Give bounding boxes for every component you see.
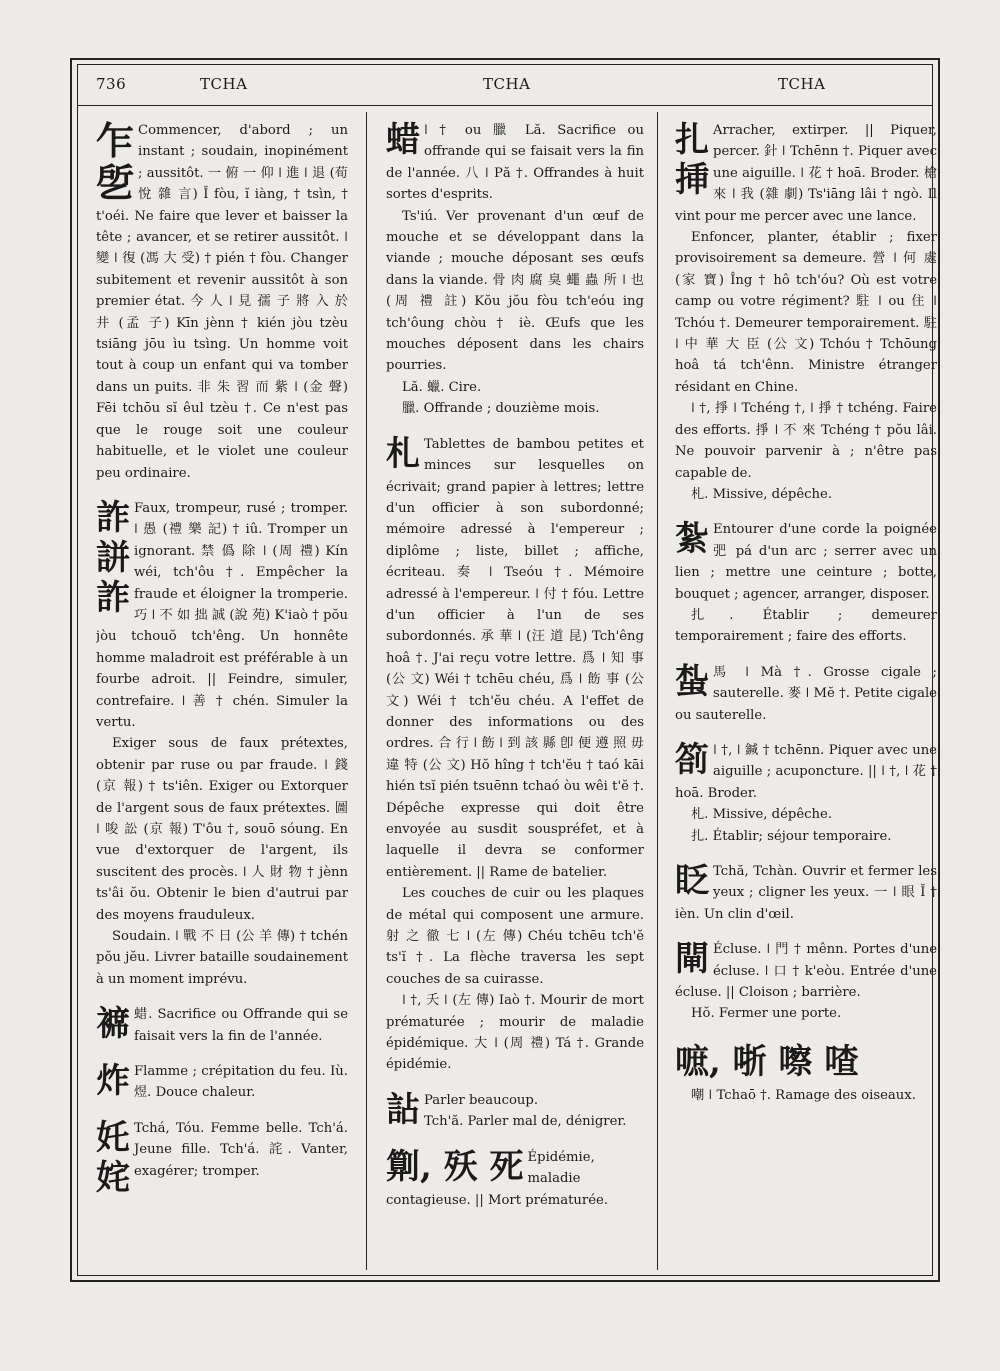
headword: 詐 誁 詐	[96, 497, 130, 618]
definition: ǀ †, 掙 ǀ Tchéng †, ǀ 掙 † tchéng. Faire des efforts. 掙 ǀ 不 來 Tchéng † pŏu lâi. Ne pouvoir parvenir à ; n'être pas capable de.	[675, 401, 937, 481]
definition: 臘. Offrande ; douzième mois.	[402, 401, 600, 417]
headword: 閘	[675, 939, 709, 980]
definition: Tch'ă. Parler mal de, dénigrer.	[424, 1114, 627, 1130]
headword: 紮	[675, 519, 709, 560]
entry	[675, 861, 937, 925]
entry	[96, 120, 348, 484]
definition: Soudain. ǀ 戰 不 日 (公 羊 傳) † tchén pŏu jĕu. Livrer bataille soudainement à un moment imprévu.	[96, 929, 348, 987]
running-head-center: TCHA	[483, 75, 531, 93]
entry	[386, 1090, 644, 1133]
headword: 奼 姹	[96, 1117, 130, 1198]
definition: Hŏ. Fermer une porte.	[691, 1006, 842, 1022]
entry	[96, 1061, 348, 1104]
entry	[386, 434, 644, 1076]
entry	[675, 120, 937, 505]
column-right	[675, 120, 937, 1270]
definition: 扎. Établir ; demeurer temporairement ; faire des efforts.	[675, 607, 937, 645]
headword: 詀	[386, 1089, 420, 1130]
definition: Flamme ; crépitation du feu. Iù. 煜. Douce chaleur.	[134, 1064, 348, 1101]
definition: ǀ † ou 臘 Lă. Sacrifice ou offrande qui se faisait vers la fin de l'année. 八 ǀ Pă †. Offrandes à huit sortes d'esprits.	[386, 123, 644, 203]
definition: Faux, trompeur, rusé ; tromper. ǀ 愚 (禮 樂 記) † iû. Tromper un ignorant. 禁 僞 除 ǀ (周 禮) Kín wéi, tch'ôu †. Empêcher la fraude et éloigner la tromperie. 巧 ǀ 不 如 拙 誠 (說 苑) K'iaò † pŏu jòu tchouŏ tch'êng. Un honnête homme maladroit est préférable à un fourbe adroit. || Feindre, simuler, contrefaire. ǀ 善 † chén. Simuler la vertu.	[96, 500, 348, 730]
headword: 札	[386, 433, 420, 474]
definition: Parler beaucoup.	[424, 1092, 539, 1108]
definition: Tchá, Tóu. Femme belle. Tch'á. Jeune fille. Tch'á. 詫. Vanter, exagérer; tromper.	[134, 1120, 348, 1179]
entry	[386, 120, 644, 420]
definition: Entourer d'une corde la poignée 弝 pá d'un arc ; serrer avec un lien ; mettre une ceinture ; botte, bouquet ; agencer, arranger, disposer.	[675, 522, 937, 602]
entry	[675, 1039, 937, 1106]
column-divider	[366, 112, 367, 1270]
entry	[96, 498, 348, 990]
definition: Écluse. ǀ 門 † mênn. Portes d'une écluse. ǀ 口 † k'eòu. Entrée d'une écluse. || Cloison ; barrière.	[675, 942, 937, 1001]
headword: 炸	[96, 1061, 130, 1102]
definition: 嘲 ǀ Tchaō †. Ramage des oiseaux.	[691, 1087, 916, 1103]
column-divider	[657, 112, 658, 1270]
page-number: 736	[96, 75, 127, 93]
definition: Tchă, Tchàn. Ouvrir et fermer les yeux ; cligner les yeux. 一 ǀ 眼 Ĭ † ièn. Un clin d'œil.	[675, 864, 937, 922]
definition: 札. Missive, dépêche.	[691, 486, 833, 502]
entry	[386, 1147, 644, 1211]
definition: 蜡. Sacrifice ou Offrande qui se faisait vers la fin de l'année.	[134, 1007, 348, 1044]
definition: 扎. Établir; séjour temporaire.	[691, 828, 892, 844]
definition: 札. Missive, dépêche.	[691, 807, 833, 823]
definition: Épidémie, maladie contagieuse. || Mort prématurée.	[386, 1149, 609, 1208]
definition: Commencer, d'abord ; un instant ; soudain, inopinément ; aussitôt. 一 俯 一 仰 ǀ 進 ǀ 退 (荀 悅 雜 言) Ĭ fòu, ĭ iàng, † tsìn, † t'oéi. Ne faire que lever et baisser la tête ; avancer, et se retirer aussitôt. ǀ 變 ǀ 復 (馮 大 受) † pién † fòu. Changer subitement et revenir aussitôt à son premier état. 今 人 ǀ 見 孺 子 將 入 於 井 (孟 子) Kīn jènn † kién jòu tzèu tsiāng jōu ìu tsìng. Un homme voit tout à coup un enfant qui va tomber dans un puits. 非 朱 習 而 紫 ǀ (金 聲) Fēi tchōu sĭ êul tzèu †. Ce n'est pas que le rouge soit une couleur habituelle, et le violet une couleur peu ordinaire.	[96, 123, 348, 481]
definition: Les couches de cuir ou les plaques de métal qui composent une armure. 射 之 徹 七 ǀ (左 傳) Chéu tchēu tch'ĕ ts'ĭ †. La flèche traversa les sept couches de sa cuirasse.	[386, 886, 644, 987]
definition: Tablettes de bambou petites et minces sur lesquelles on écrivait; grand papier à lettres; lettre d'un officier à son subordonné; mémoire adressé à l'empereur ; diplôme ; liste, billet ; affiche, écriteau. 奏 ǀ Tseóu †. Mémoire adressé à l'empereur. ǀ 付 † fóu. Lettre d'un officier à l'un de ses subordonnés. 承 華 ǀ (汪 道 昆) Tch'êng hoâ †. J'ai reçu votre lettre. 爲 ǀ 知 事 (公 文) Wéi † tchēu chéu, 爲 ǀ 飭 事 (公 文) Wéi † tch'ĕu chéu. A l'effet de donner des informations ou des ordres. 合 行 ǀ 飭 ǀ 到 該 縣 卽 便 遵 照 毋 違 特 (公 文) Hŏ hîng † tch'ĕu † taó kāi hién tsĭ pién tsuēnn tchaó òu wêi t'ĕ †. Dépêche expresse qui doit être envoyée au susdit souspréfet, et à laquelle il devra se conformer entièrement. || Rame de batelier.	[386, 436, 644, 880]
headword: 蜡	[386, 120, 420, 160]
entry	[675, 740, 937, 847]
header-rule	[77, 105, 933, 106]
entry	[675, 939, 937, 1025]
entry	[675, 662, 937, 726]
running-head-left: TCHA	[200, 75, 248, 93]
headword: 乍 乺	[96, 120, 135, 205]
definition: ǀ †, 夭 ǀ (左 傳) Iaò †. Mourir de mort prématurée ; mourir de maladie épidémique. 大 ǀ (周 禮) Tá †. Grande épidémie.	[386, 993, 644, 1073]
entry	[96, 1004, 348, 1047]
definition: Lă. 蠟. Cire.	[402, 379, 482, 395]
headword: 㔍, 殀 死	[386, 1146, 524, 1187]
definition: Enfoncer, planter, établir ; fixer provisoirement sa demeure. 營 ǀ 何 處 (家 寶) Îng † hô tch'óu? Où est votre camp ou votre régiment? 駐 ǀ ou 住 ǀ Tchóu †. Demeurer temporairement. 駐 ǀ 中 華 大 臣 (公 文) Tchóu † Tchōung hoâ tá tch'ênn. Ministre étranger résidant en Chine.	[675, 230, 937, 395]
entry	[96, 1118, 348, 1198]
headword: 扎 挿	[675, 120, 709, 200]
headword: 眨	[675, 861, 709, 901]
column-center	[386, 120, 644, 1270]
headword: 箚	[675, 739, 709, 780]
definition: Arracher, extirper. || Piquer, percer. 針 ǀ Tchēnn †. Piquer avec une aiguille. ǀ 花 † hoā. Broder. 槍 來 ǀ 我 (雜 劇) Ts'iāng lâi † ngò. Il vint pour me percer avec une lance.	[675, 123, 937, 224]
running-head-right: TCHA	[778, 75, 826, 93]
definition: ǀ †, ǀ 鍼 † tchēnn. Piquer avec une aiguille ; acuponcture. || ǀ †, ǀ 花 † hoā. Broder.	[675, 742, 937, 801]
headword: 蚻	[675, 661, 709, 702]
headword: 嗻, 哳 嚓 喳	[675, 1041, 859, 1082]
headword: 褯	[96, 1004, 130, 1045]
definition: 馬 ǀ Mà †. Grosse cigale ; sauterelle. 麥 ǀ Mĕ †. Petite cigale ou sauterelle.	[675, 664, 937, 723]
definition: Exiger sous de faux prétextes, obtenir par ruse ou par fraude. ǀ 錢 (京 報) † ts'iên. Exiger ou Extorquer de l'argent sous de faux prétextes. 圖 ǀ 唆 訟 (京 報) T'ôu †, souō sóung. En vue d'extorquer de l'argent, ils suscitent des procès. ǀ 人 財 物 † jènn ts'âi ŏu. Obtenir le bien d'autrui par des moyens frauduleux.	[96, 736, 348, 923]
column-left	[96, 120, 348, 1270]
definition: Ts'iú. Ver provenant d'un œuf de mouche et se développant dans la viande ; mouche déposant ses œufs dans la viande. 骨 肉 腐 臭 蠅 蟲 所 ǀ 也 (周 禮 註) Kŏu jŏu fòu tch'eóu ing tch'ôung chòu † iè. Œufs que les mouches déposent dans les chairs pourries.	[386, 208, 644, 374]
entry	[675, 519, 937, 647]
